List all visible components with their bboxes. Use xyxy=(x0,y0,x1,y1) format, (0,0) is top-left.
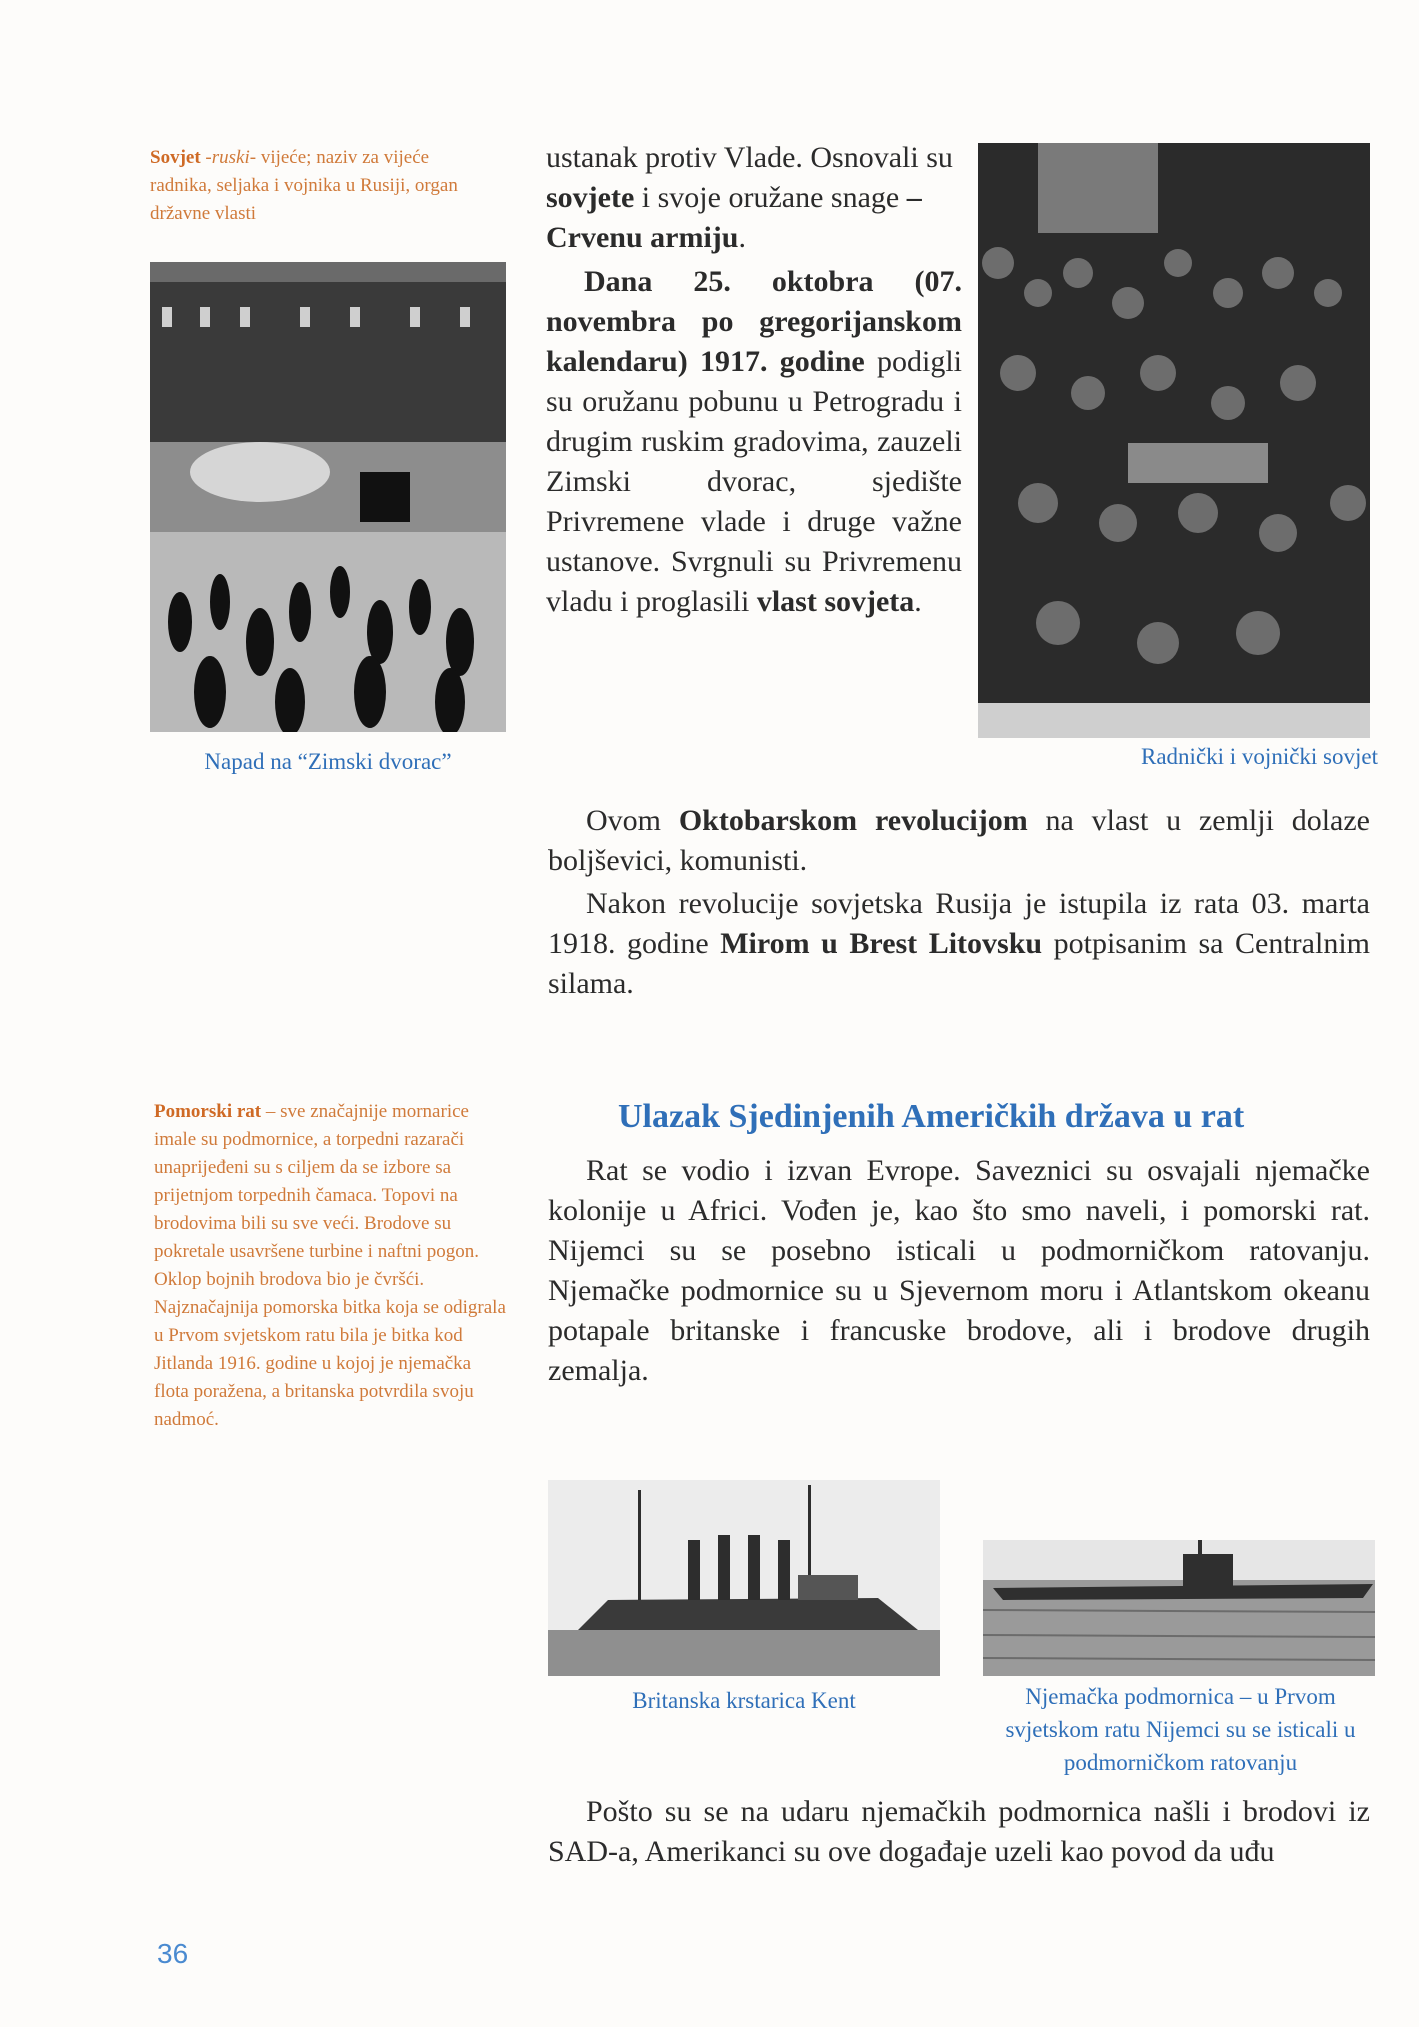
cruiser-image xyxy=(548,1480,940,1676)
cruiser-caption: Britanska krstarica Kent xyxy=(632,1688,856,1713)
sidebar-soviet-origin: -ruski- xyxy=(205,147,257,168)
sidebar-soviet-text: vijeće; naziv za vijeće radnika, seljaka i vojnika u Rusiji, organ državne vlasti xyxy=(150,147,458,224)
sidebar-naval-term: Pomorski rat xyxy=(154,1101,262,1122)
sidebar-soviet-term: Sovjet xyxy=(150,147,201,168)
date-phrase: Dana 25. oktobra (07. novembra po gregorijanskom kalendaru) 1917. godine xyxy=(546,265,962,378)
term-oktobarska-revolucija: Oktobarskom revolucijom xyxy=(678,804,1028,837)
sidebar-naval-note xyxy=(154,1098,506,1434)
paragraph-uprising: ustanak protiv Vlade. Osnovali su sovjete i svoje oružane snage – Crvenu armiju. xyxy=(546,141,953,254)
winter-palace-photo xyxy=(150,262,506,732)
paragraph-october: Dana 25. oktobra (07. novembra po gregorijanskom kalendaru) 1917. godine podigli su oružanu pobunu u Petrogradu i drugim ruskim gradovima, zauzeli Zimski dvorac, sjedište Privremene vlade i druge važne ustanove. Svrgnuli su Privremenu vladu i proglasili vlast sovjeta. xyxy=(546,265,962,618)
sidebar-soviet-note xyxy=(150,144,490,228)
term-crvena-armija: – Crvenu armiju xyxy=(546,181,922,254)
paragraph-naval-war: Rat se vodio i izvan Evrope. Saveznici su osvajali njemačke kolonije u Africi. Vođen je, kao što smo naveli, i pomorski rat. Nijemci su se posebno isticali u podmorničkom ratovanju. Njemačke podmornice su u Sjevernom moru i Atlantskom okeanu potapale britanske i francuske brodove, ali i brodove drugih zemalja. xyxy=(548,1154,1370,1387)
submarine-photo xyxy=(983,1540,1375,1676)
submarine-caption: Njemačka podmornica – u Prvom svjetskom ratu Nijemci su se isticali u podmorničkom ratovanju xyxy=(1005,1684,1356,1775)
cruiser-photo xyxy=(548,1480,940,1676)
winter-palace-caption: Napad na “Zimski dvorac” xyxy=(204,749,452,774)
submarine-image xyxy=(983,1540,1375,1676)
sidebar-naval-text: – sve značajnije mornarice imale su podmornice, a torpedni razarači unaprijeđeni su s ciljem da se izbore sa prijetnjom torpednih čamaca. Topovi na brodovima bili su sve veći. Brodove su pokretale usavršene turbine i naftni pogon. Oklop bojnih brodova bio je čvršći. Najznačajnija pomorska bitka koja se odigrala u Prvom svjetskom ratu bila je bitka kod Jitlanda 1916. godine u kojoj je njemačka flota poražena, a britanska potvrdila svoju nadmoć. xyxy=(154,1101,506,1430)
paragraph-october-revolution: Ovom Oktobarskom revolucijom na vlast u zemlji dolaze boljševici, komunisti. xyxy=(548,804,1371,877)
page-number: 36 xyxy=(157,1938,189,1969)
soviet-meeting-image xyxy=(978,143,1370,738)
winter-palace-image xyxy=(150,262,506,732)
soviet-meeting-caption: Radnički i vojnički sovjet xyxy=(1141,744,1378,769)
term-sovjete: sovjete xyxy=(546,181,635,214)
paragraph-brest-litovsk: Nakon revolucije sovjetska Rusija je istupila iz rata 03. marta 1918. godine Mirom u Brest Litovsku potpisanim sa Centralnim silama. xyxy=(548,887,1370,1000)
soviet-meeting-photo xyxy=(978,143,1370,738)
section-heading: Ulazak Sjedinjenih Američkih država u rat xyxy=(618,1098,1245,1135)
term-vlast-sovjeta: vlast sovjeta xyxy=(756,585,915,618)
paragraph-usa-entry: Pošto su se na udaru njemačkih podmornica našli i brodovi iz SAD-a, Amerikanci su ove događaje uzeli kao povod da uđu xyxy=(548,1795,1370,1868)
term-brest-litovsk: Mirom u Brest Litovsku xyxy=(720,927,1043,960)
